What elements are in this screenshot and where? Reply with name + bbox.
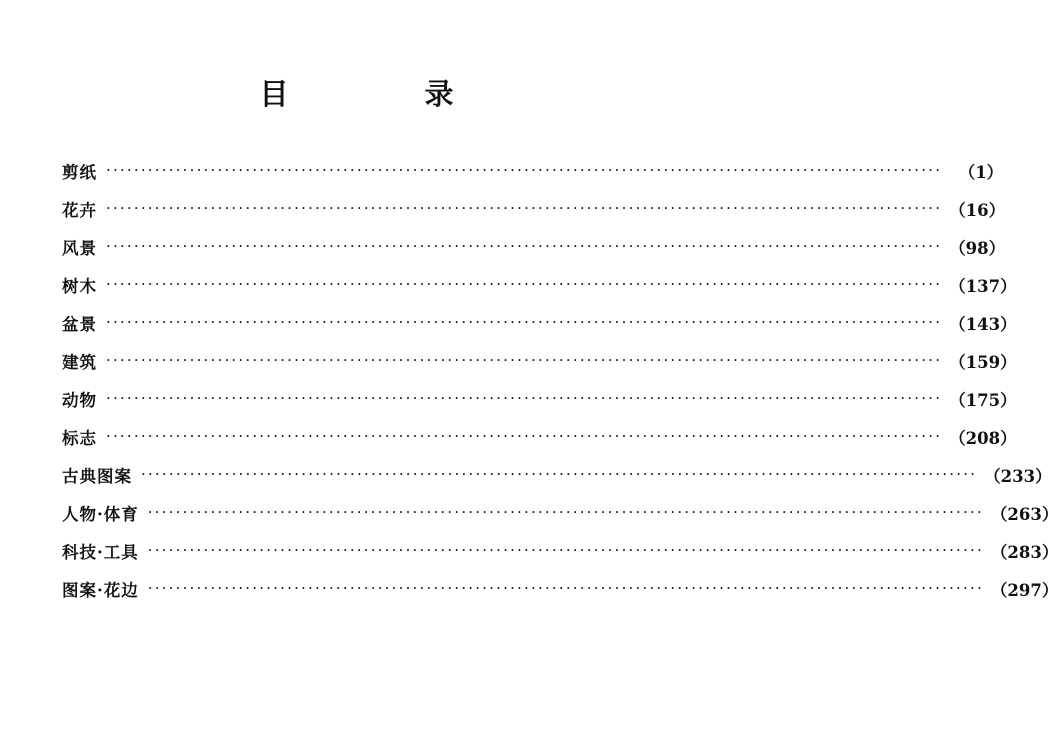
toc-entry-label: 风景	[62, 239, 97, 258]
toc-entry[interactable]	[0, 387, 1017, 425]
leader-dots: ························································································································	[106, 199, 943, 217]
toc-entry[interactable]	[0, 311, 1017, 349]
toc-entry-page: （283）	[990, 543, 1058, 562]
toc-entry-label: 建筑	[62, 353, 97, 372]
toc-entry-page: （263）	[990, 505, 1058, 524]
toc-entry-page: （143）	[949, 315, 1017, 334]
table-of-contents	[0, 159, 1058, 615]
toc-entry-page: （137）	[949, 277, 1017, 296]
toc-entry[interactable]	[0, 425, 1017, 463]
toc-entry-page: （159）	[949, 353, 1017, 372]
toc-entry-page: （233）	[984, 467, 1052, 486]
toc-entry[interactable]	[0, 273, 1017, 311]
leader-dots: ························································································································	[106, 389, 943, 407]
toc-entry[interactable]	[0, 197, 1006, 235]
toc-entry-label: 科技·工具	[62, 543, 139, 562]
toc-entry[interactable]	[0, 501, 1058, 539]
toc-entry[interactable]	[0, 463, 1052, 501]
leader-dots: ························································································································	[106, 275, 943, 293]
toc-entry-page: （1）	[958, 163, 1004, 182]
page-title: 目 录	[259, 77, 480, 111]
toc-entry[interactable]	[0, 577, 1058, 615]
leader-dots: ························································································································	[106, 351, 943, 369]
leader-dots: ························································································································	[106, 237, 943, 255]
toc-entry-page: （16）	[949, 201, 1006, 220]
leader-dots: ························································································································	[106, 427, 943, 445]
toc-entry-label: 盆景	[62, 315, 97, 334]
toc-entry-label: 古典图案	[62, 467, 132, 486]
toc-entry-label: 树木	[62, 277, 97, 296]
toc-entry[interactable]	[0, 235, 1006, 273]
toc-entry-label: 标志	[62, 429, 97, 448]
toc-entry[interactable]	[0, 349, 1017, 387]
toc-entry-page: （175）	[949, 391, 1017, 410]
leader-dots: ························································································································	[147, 503, 984, 521]
document-page	[0, 72, 1058, 746]
leader-dots: ························································································································	[147, 541, 984, 559]
toc-entry-label: 剪纸	[62, 163, 97, 182]
toc-entry-page: （98）	[949, 239, 1006, 258]
toc-entry[interactable]	[0, 539, 1058, 577]
leader-dots: ························································································································	[147, 579, 984, 597]
leader-dots: ························································································································	[106, 161, 943, 179]
toc-entry-page: （297）	[990, 581, 1058, 600]
toc-entry-page: （208）	[949, 429, 1017, 448]
toc-entry[interactable]	[0, 159, 1004, 197]
toc-entry-label: 人物·体育	[62, 505, 139, 524]
leader-dots: ························································································································	[106, 313, 943, 331]
toc-entry-label: 图案·花边	[62, 581, 139, 600]
toc-entry-label: 花卉	[62, 201, 97, 220]
toc-entry-label: 动物	[62, 391, 97, 410]
leader-dots: ························································································································	[141, 465, 978, 483]
